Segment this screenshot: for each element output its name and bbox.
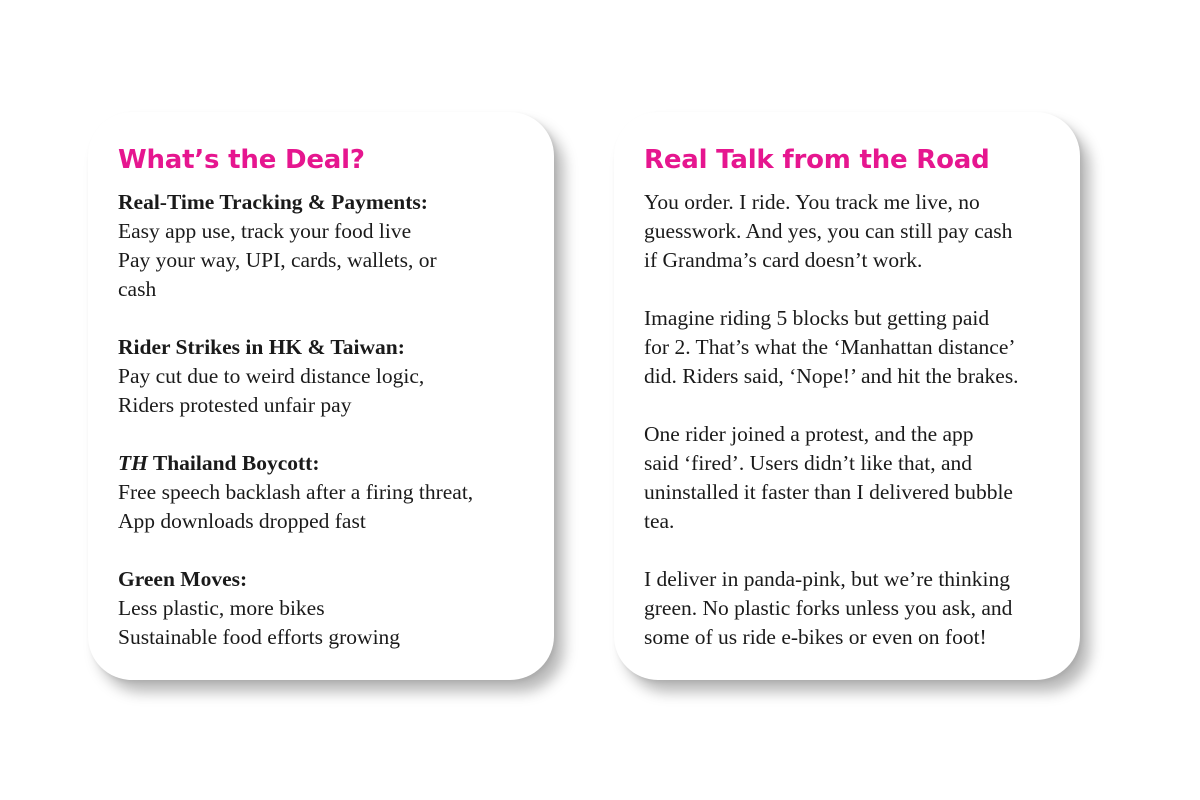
- section-thailand-boycott: [118, 449, 530, 536]
- paragraph-line: said ‘fired’. Users didn’t like that, and: [644, 451, 972, 475]
- paragraph-line: guesswork. And yes, you can still pay cash: [644, 219, 1013, 243]
- real-talk-card-title: Real Talk from the Road: [644, 145, 990, 175]
- section-heading-row: [118, 449, 530, 478]
- section-heading: Thailand Boycott:: [152, 451, 320, 475]
- section-rider-strikes: [118, 333, 530, 420]
- paragraph-manhattan-distance: [644, 304, 1056, 391]
- section-heading: Rider Strikes in HK & Taiwan:: [118, 335, 405, 359]
- paragraph-line: green. No plastic forks unless you ask, and: [644, 596, 1013, 620]
- section-heading: Green Moves:: [118, 567, 248, 591]
- paragraph-line: I deliver in panda-pink, but we’re thinking: [644, 567, 1010, 591]
- section-line: App downloads dropped fast: [118, 509, 366, 533]
- paragraph-protest: [644, 420, 1056, 536]
- section-green-moves: [118, 565, 530, 652]
- paragraph-line: Imagine riding 5 blocks but getting paid: [644, 306, 990, 330]
- deal-card-title: What’s the Deal?: [118, 145, 365, 175]
- real-talk-card: [614, 112, 1080, 680]
- section-line: Sustainable food efforts growing: [118, 625, 401, 649]
- country-code-label: TH: [118, 451, 148, 475]
- section-tracking-payments: [118, 188, 530, 304]
- paragraph-green: [644, 565, 1056, 652]
- section-line: Pay cut due to weird distance logic,: [118, 364, 425, 388]
- section-line: Easy app use, track your food live: [118, 219, 412, 243]
- paragraph-line: You order. I ride. You track me live, no: [644, 190, 980, 214]
- paragraph-line: some of us ride e-bikes or even on foot!: [644, 625, 987, 649]
- paragraph-order-ride: [644, 188, 1056, 275]
- section-heading: Real-Time Tracking & Payments:: [118, 190, 428, 214]
- section-line: Free speech backlash after a firing threat,: [118, 480, 474, 504]
- paragraph-line: uninstalled it faster than I delivered bubble: [644, 480, 1013, 504]
- paragraph-line: for 2. That’s what the ‘Manhattan distance’: [644, 335, 1016, 359]
- section-line: cash: [118, 277, 157, 301]
- paragraph-line: One rider joined a protest, and the app: [644, 422, 974, 446]
- section-line: Less plastic, more bikes: [118, 596, 325, 620]
- deal-card: [88, 112, 554, 680]
- paragraph-line: tea.: [644, 509, 675, 533]
- section-line: Pay your way, UPI, cards, wallets, or: [118, 248, 437, 272]
- paragraph-line: did. Riders said, ‘Nope!’ and hit the brakes.: [644, 364, 1019, 388]
- section-line: Riders protested unfair pay: [118, 393, 352, 417]
- paragraph-line: if Grandma’s card doesn’t work.: [644, 248, 923, 272]
